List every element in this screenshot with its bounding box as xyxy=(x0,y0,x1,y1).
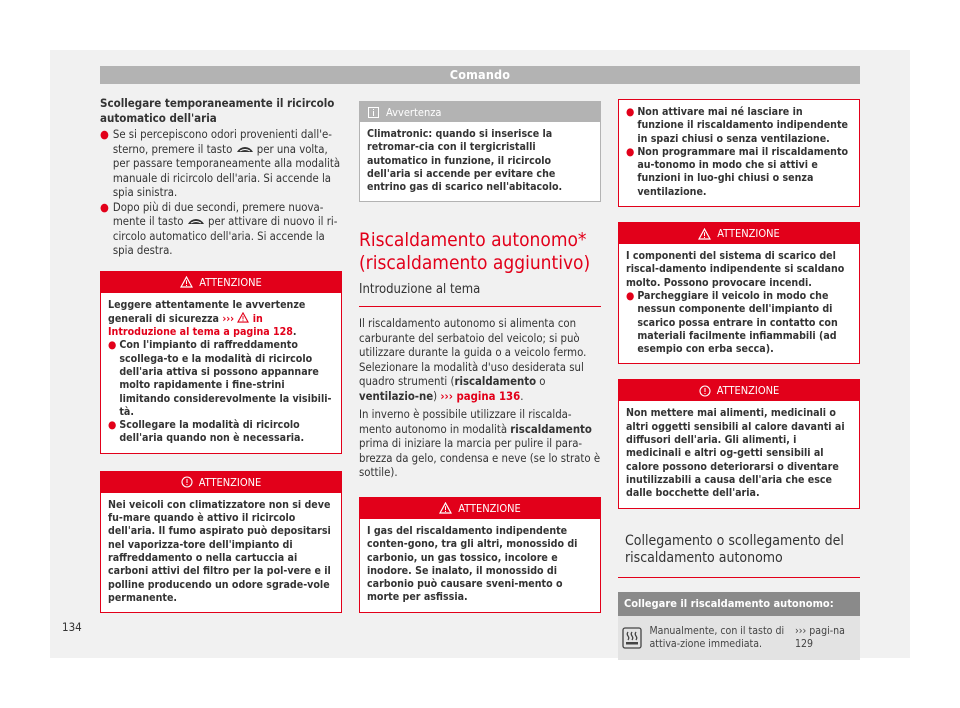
heater-button-icon xyxy=(622,627,642,649)
bullet-icon: ● xyxy=(100,128,109,141)
tip-header xyxy=(360,102,600,122)
info-circle-icon xyxy=(699,385,711,397)
warning-triangle-icon xyxy=(439,502,452,514)
list-item xyxy=(100,201,342,259)
column-right xyxy=(618,99,860,660)
caution-title: ATTENZIONE xyxy=(716,384,780,398)
bullet-text: Se si percepiscono odori provenienti dall'e-sterno, premere il tasto xyxy=(112,128,332,156)
page-reference-link[interactable]: in Introduzione al tema a pagina 128 xyxy=(108,312,293,339)
table-cell-description: Manualmente, con il tasto di attiva-zione immediata. xyxy=(649,625,785,650)
list-item: ● Non programmare mai il riscaldamento au-tonomo in modo che si attivi e funzioni in luo-ghi chiusi o senza ventilazione. xyxy=(626,145,849,198)
subsection-title: Introduzione al tema xyxy=(359,282,481,298)
warning-intro: Leggere attentamente le avvertenze generali di sicurezza ››› in Introduzione al tema a pagina 128. xyxy=(108,298,306,339)
warning-box xyxy=(359,497,601,613)
warning-intro: I componenti del sistema di scarico del riscal-damento indipendente si scaldano molto. Possono provocare incendi. xyxy=(626,250,845,289)
caution-box xyxy=(100,471,342,613)
warning-triangle-icon xyxy=(698,228,711,240)
tip-text: Climatronic: quando si inserisce la retromar-cia con il tergicristalli automatico in funzione, il ricircolo dell'aria si accende per evitare che entrino gas di scarico nell'abitacolo. xyxy=(367,128,563,194)
list-item: ● Non attivare mai né lasciare in funzione il riscaldamento indipendente in spazi chiusi o senza ventilazione. xyxy=(626,106,848,145)
column-middle xyxy=(359,101,601,613)
warning-header xyxy=(360,498,600,519)
caution-text: Non mettere mai alimenti, medicinali o altri oggetti sensibili al calore davanti ai diffusori dell'aria. Gli alimenti, i medicinali e altri og-getti sensibili al calore possono deteriorarsi o diventare inutilizzabili a causa dell'aria che esce dalle bocchette dell'aria. xyxy=(626,407,845,500)
warning-title: ATTENZIONE xyxy=(199,275,262,289)
page-title: Comando xyxy=(449,67,511,82)
section-title: Riscaldamento autonomo* (riscaldamento aggiuntivo) xyxy=(359,229,591,275)
warning-title: ATTENZIONE xyxy=(717,227,780,241)
warning-box xyxy=(618,222,860,364)
caution-text: Nei veicoli con climatizzatore non si deve fu-mare quando è attivo il ricircolo dell'aria. Il fumo aspirato può depositarsi nel vaporizza-tore dell'impianto di raffreddamento o nella cartuccia ai carboni attivi del filtro per la pol-vere e il polline producendo un odore sgrade-vole permanente. xyxy=(108,498,331,604)
warning-title: ATTENZIONE xyxy=(458,501,521,515)
page-number: 134 xyxy=(62,620,82,634)
list-item: ● Parcheggiare il veicolo in modo che nessun componente dell'impianto di scarico possa entrare in contatto con materiali facilmente infiammabili (ad esempio con erba secca). xyxy=(626,289,838,356)
warning-header xyxy=(101,272,341,293)
warning-triangle-icon xyxy=(237,312,249,323)
caution-title: ATTENZIONE xyxy=(198,475,262,489)
warning-continued-box xyxy=(618,99,860,207)
caution-header xyxy=(101,472,341,493)
bullet-text: per attivare di nuovo il ri-circolo automatico dell'aria. Si accende la spia destra. xyxy=(112,215,338,257)
table-header: Collegare il riscaldamento autonomo: xyxy=(618,592,860,616)
recirculation-icon xyxy=(187,218,205,226)
caution-box xyxy=(618,379,860,508)
bullet-text: Dopo più di due secondi, premere nuova-mente il tasto xyxy=(112,200,324,228)
section-header xyxy=(359,229,601,307)
warning-box xyxy=(100,271,342,454)
section-title: Collegamento o scollegamento del riscaldamento autonomo xyxy=(625,532,844,566)
section-header xyxy=(618,533,860,578)
info-square-icon xyxy=(368,107,379,118)
recirculation-icon xyxy=(236,146,254,154)
warning-triangle-icon xyxy=(180,276,193,288)
column-left xyxy=(100,96,342,613)
bullet-text: per una volta, per passare temporaneamente alla modalità manuale di ricircolo dell'aria. Si accende la spia sinistra. xyxy=(112,142,341,199)
page-reference-link[interactable]: ››› pagina 136 xyxy=(440,389,521,403)
info-table xyxy=(618,592,860,660)
header-bar xyxy=(100,66,860,84)
bullet-icon: ● xyxy=(100,200,109,214)
table-row xyxy=(618,616,860,660)
tip-box xyxy=(359,101,601,202)
page-reference-link[interactable]: ››› pagi-na 129 xyxy=(794,625,845,650)
list-item: ● Con l'impianto di raffreddamento scollega-to e la modalità di ricircolo dell'aria attiva si possono appannare molto rapidamente i fine-strini limitando considerevolmente la visibili-tà. xyxy=(108,339,332,418)
section-heading: Scollegare temporaneamente il ricircolo automatico dell'aria xyxy=(100,96,335,125)
tip-title: Avvertenza xyxy=(386,105,442,119)
info-circle-icon xyxy=(181,476,193,488)
warning-header xyxy=(619,223,859,244)
caution-header xyxy=(619,380,859,401)
winter-paragraph: In inverno è possibile utilizzare il riscalda-mento autonomo in modalità riscaldamento prima di iniziare la marcia per pulire il para-brezza da gelo, condensa e neve (se lo strato è sottile). xyxy=(359,408,601,480)
intro-paragraph: Il riscaldamento autonomo si alimenta con carburante del serbatoio del veicolo; si può utilizzare durante la guida o a veicolo fermo. Selezionare la modalità d'uso desiderata sul quadro strumenti (riscaldamento o ventilazio-ne) ››› pagina 136. xyxy=(359,317,587,403)
list-item: ● Scollegare la modalità di ricircolo dell'aria quando non è necessaria. xyxy=(108,419,305,445)
list-item xyxy=(100,128,342,201)
warning-text: I gas del riscaldamento indipendente conten-gono, tra gli altri, monossido di carbonio, un gas tossico, incolore e inodore. Se inalato, il monossido di carbonio può causare sveni-mento o morte per asfissia. xyxy=(367,524,578,604)
